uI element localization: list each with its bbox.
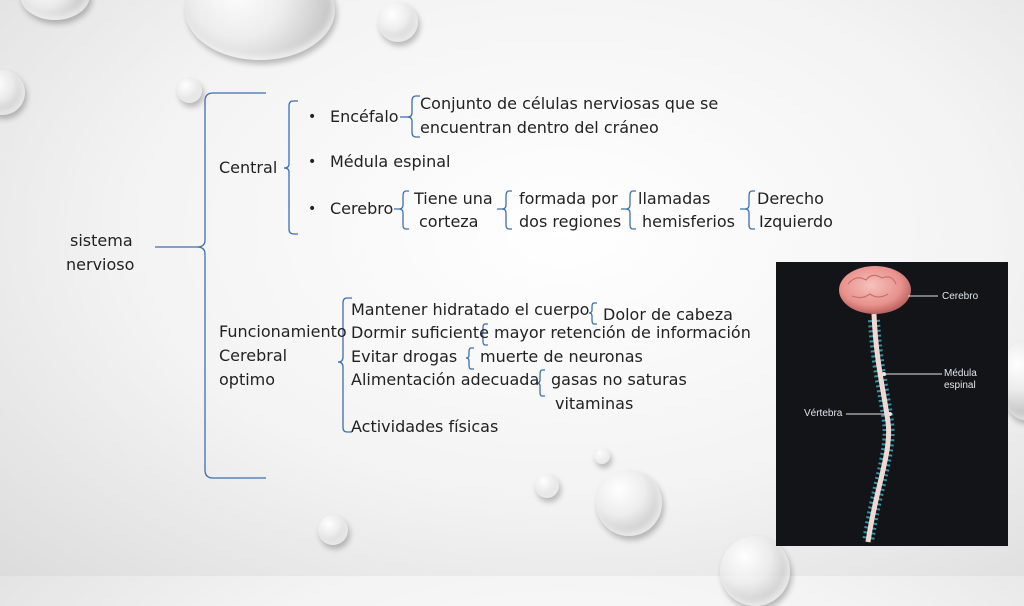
encefalo-desc-line2: encuentran dentro del cráneo (420, 118, 659, 137)
root-label-line1: sistema (70, 231, 133, 250)
habit-detail: vitaminas (555, 394, 634, 413)
cerebro-label: • Cerebro (330, 199, 393, 219)
brace-encefalo (400, 96, 420, 137)
central-label: Central (219, 158, 278, 177)
habit-detail: gasas no saturas (551, 370, 687, 389)
label-vertebra: Vértebra (804, 408, 843, 419)
encefalo-desc-line1: Conjunto de células nerviosas que se (420, 94, 719, 113)
encefalo-label: • Encéfalo (330, 107, 399, 127)
nervous-system-image (776, 262, 1008, 546)
chain-1-line2: corteza (419, 212, 479, 231)
brace-cerebro (394, 191, 409, 229)
funcionamiento-label-line2: Cerebral (219, 346, 288, 365)
chain-4-line1: Derecho (757, 189, 824, 208)
chain-3-line1: llamadas (638, 189, 711, 208)
habit-item: Alimentación adecuada (351, 370, 540, 389)
habit-item: Actividades físicas (351, 417, 499, 436)
habit-detail: mayor retención de información (494, 323, 751, 342)
brain-icon (839, 266, 911, 314)
habit-item: Dormir suficiente (351, 323, 489, 342)
brace-funcionamiento (338, 298, 352, 432)
brace-chain-2 (621, 191, 636, 229)
brace-chain-3 (740, 191, 755, 229)
habit-item: Evitar drogas (351, 347, 458, 366)
chain-3-line2: hemisferios (642, 212, 735, 231)
brace-detail-1 (589, 303, 597, 324)
habit-detail: Dolor de cabeza (603, 305, 733, 324)
chain-1-line1: Tiene una (414, 189, 493, 208)
chain-2-line1: formada por (519, 189, 618, 208)
label-cerebro: Cerebro (942, 291, 979, 302)
habit-detail: muerte de neuronas (480, 347, 643, 366)
medula-label: • Médula espinal (330, 152, 450, 172)
brace-chain-1 (497, 191, 512, 229)
brace-detail-3 (466, 348, 474, 369)
label-medula-1: Médula (944, 368, 977, 379)
brace-central (284, 101, 298, 234)
funcionamiento-label-line1: Funcionamiento (219, 322, 347, 341)
root-label-line2: nervioso (66, 255, 135, 274)
chain-4-line2: Izquierdo (759, 212, 833, 231)
label-medula-2: espinal (944, 380, 976, 391)
chain-2-line2: dos regiones (519, 212, 622, 231)
spine-illustration (776, 262, 1008, 546)
habit-item: Mantener hidratado el cuerpo (351, 300, 590, 319)
brace-root (155, 93, 266, 478)
funcionamiento-label-line3: optimo (219, 370, 276, 389)
